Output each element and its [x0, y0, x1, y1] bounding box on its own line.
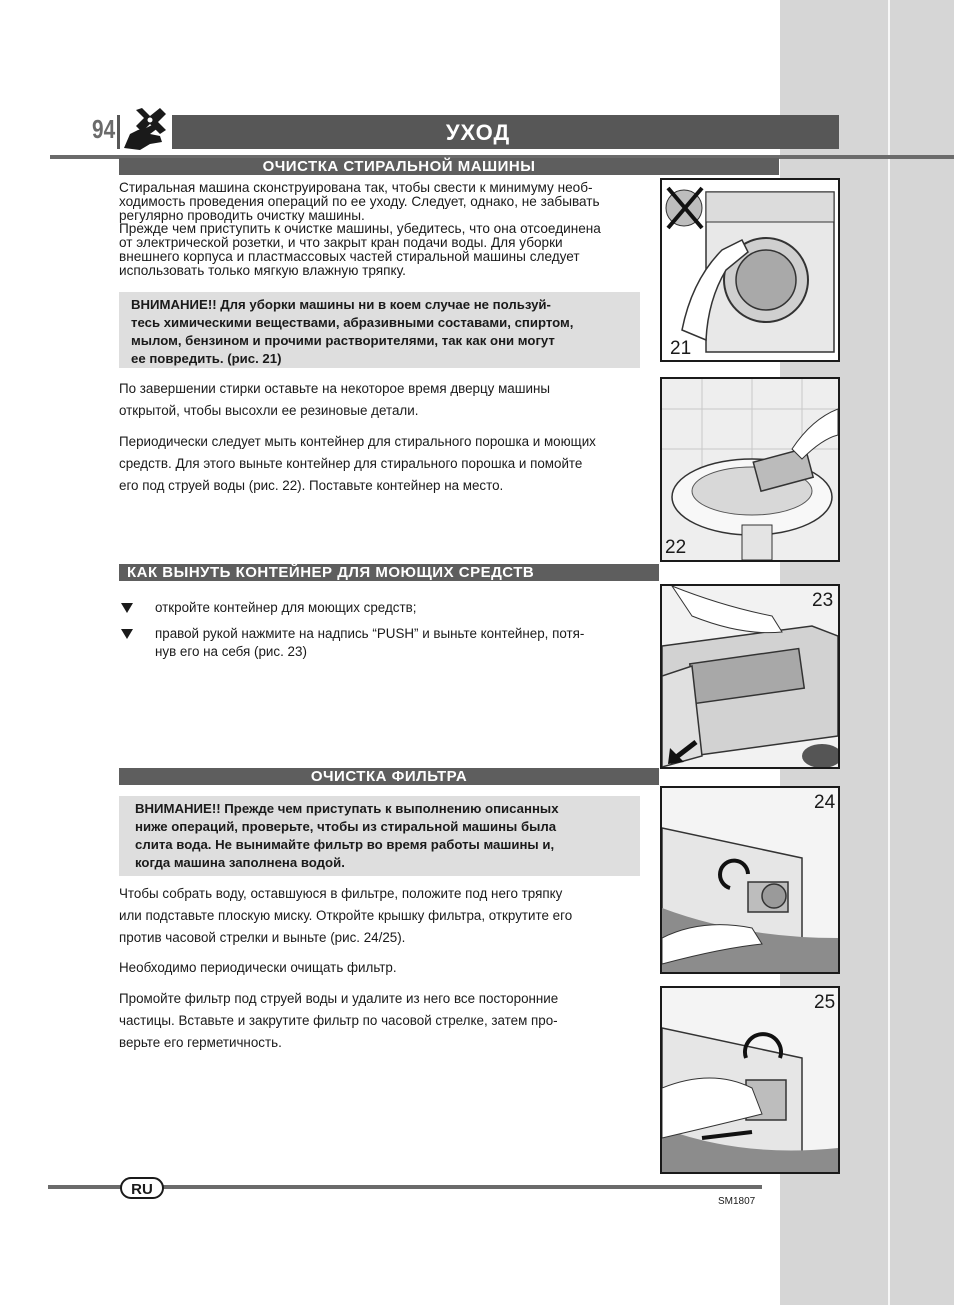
figure-25: [660, 986, 840, 1174]
text-line: правой рукой нажмите на надпись “PUSH” и выньте контейнер, потя-: [155, 626, 585, 641]
figure-number: 21: [670, 338, 692, 359]
warning-line: мылом, бензином и прочими растворителями, так как они могут: [131, 333, 555, 348]
triangle-bullet-icon: [121, 629, 133, 639]
warning-line: ниже операций, проверьте, чтобы из стиральной машины была: [135, 819, 557, 834]
bullet-text: [155, 625, 645, 661]
text-line: использовать только мягкую влажную тряпку.: [119, 262, 406, 278]
bullet-item: [121, 599, 641, 619]
figure-21: [660, 178, 840, 362]
section-title-cleaning-machine: ОЧИСТКА СТИРАЛЬНОЙ МАШИНЫ: [119, 158, 779, 175]
text-line: против часовой стрелки и выньте (рис. 24/25).: [119, 930, 406, 945]
text-line: По завершении стирки оставьте на некоторое время дверцу машины: [119, 381, 550, 396]
paragraph-collect-water: [119, 883, 641, 949]
text-line: Стиральная машина сконструирована так, чтобы свести к минимуму необ-: [119, 180, 593, 195]
text-line: ходимость проведения операций по ее уходу. Следует, однако, не забывать: [119, 193, 600, 209]
language-badge: RU: [120, 1177, 164, 1199]
figure-23: [660, 584, 840, 769]
figure-24: [660, 786, 840, 974]
bullet-text: [155, 599, 645, 617]
intro-paragraph: [119, 181, 641, 278]
paragraph-door: [119, 378, 641, 422]
bullet-item: [121, 625, 641, 665]
text-line: откройте контейнер для моющих средств;: [155, 600, 417, 615]
text-line: Промойте фильтр под струей воды и удалите из него все посторонние: [119, 991, 559, 1006]
warning-line: тесь химическими веществами, абразивными составами, спиртом,: [131, 315, 574, 330]
page-number: 94: [92, 114, 116, 144]
warning-line: ее повредить. (рис. 21): [131, 351, 282, 366]
text-line: средств. Для этого выньте контейнер для стирального порошка и помойте: [119, 456, 583, 471]
text-line: от электрической розетки, и что закрыт кран подачи воды. Для уборки: [119, 235, 563, 251]
text-line: Прежде чем приступить к очистке машины, убедитесь, что она отсоединена: [119, 221, 601, 237]
figure-24-illustration: [662, 788, 838, 972]
warning-line: когда машина заполнена водой.: [135, 855, 345, 870]
figure-22-illustration: [662, 379, 838, 560]
figure-21-illustration: [662, 180, 838, 360]
text-line: верьте его герметичность.: [119, 1035, 282, 1050]
text-line: внешнего корпуса и пластмассовых частей стиральной машины следует: [119, 248, 580, 264]
figure-25-illustration: [662, 988, 838, 1172]
warning-line: ВНИМАНИЕ!! Прежде чем приступать к выполнению описанных: [135, 801, 559, 816]
warning-line: ВНИМАНИЕ!! Для уборки машины ни в коем случае не пользуй-: [131, 297, 551, 312]
section-title-remove-container: КАК ВЫНУТЬ КОНТЕЙНЕР ДЛЯ МОЮЩИХ СРЕДСТВ: [119, 564, 659, 581]
figure-number: 24: [814, 792, 836, 813]
figure-23-illustration: [662, 586, 838, 767]
figure-number: 22: [665, 537, 687, 558]
text-line: Периодически следует мыть контейнер для стирального порошка и моющих: [119, 434, 596, 449]
warning-line: слита вода. Не вынимайте фильтр во время работы машины и,: [135, 837, 555, 852]
text-line: его под струей воды (рис. 22). Поставьте контейнер на место.: [119, 478, 504, 493]
section-title-cleaning-filter: ОЧИСТКА ФИЛЬТРА: [119, 768, 659, 785]
text-line: открытой, чтобы высохли ее резиновые детали.: [119, 403, 419, 418]
text-line: Чтобы собрать воду, оставшуюся в фильтре, положите под него тряпку: [119, 886, 563, 901]
paragraph-rinse-filter: [119, 988, 641, 1054]
warning-box-chemicals: [119, 292, 640, 368]
text-line: или подставьте плоскую миску. Откройте крышку фильтра, открутите его: [119, 908, 573, 923]
figure-number: 25: [814, 992, 836, 1013]
page-edge-divider: [888, 0, 890, 1305]
text-line: частицы. Вставьте и закрутите фильтр по часовой стрелке, затем про-: [119, 1013, 558, 1028]
paragraph-periodic: Необходимо периодически очищать фильтр.: [119, 960, 397, 975]
model-code: SM1807: [718, 1196, 756, 1207]
triangle-bullet-icon: [121, 603, 133, 613]
page-title: УХОД: [445, 120, 511, 145]
text-line: нув его на себя (рис. 23): [155, 644, 307, 659]
text-line: регулярно проводить очистку машины.: [119, 207, 365, 223]
warning-box-filter: [119, 796, 640, 876]
paragraph-container: [119, 431, 641, 497]
figure-22: [660, 377, 840, 562]
figure-number: 23: [812, 590, 834, 611]
